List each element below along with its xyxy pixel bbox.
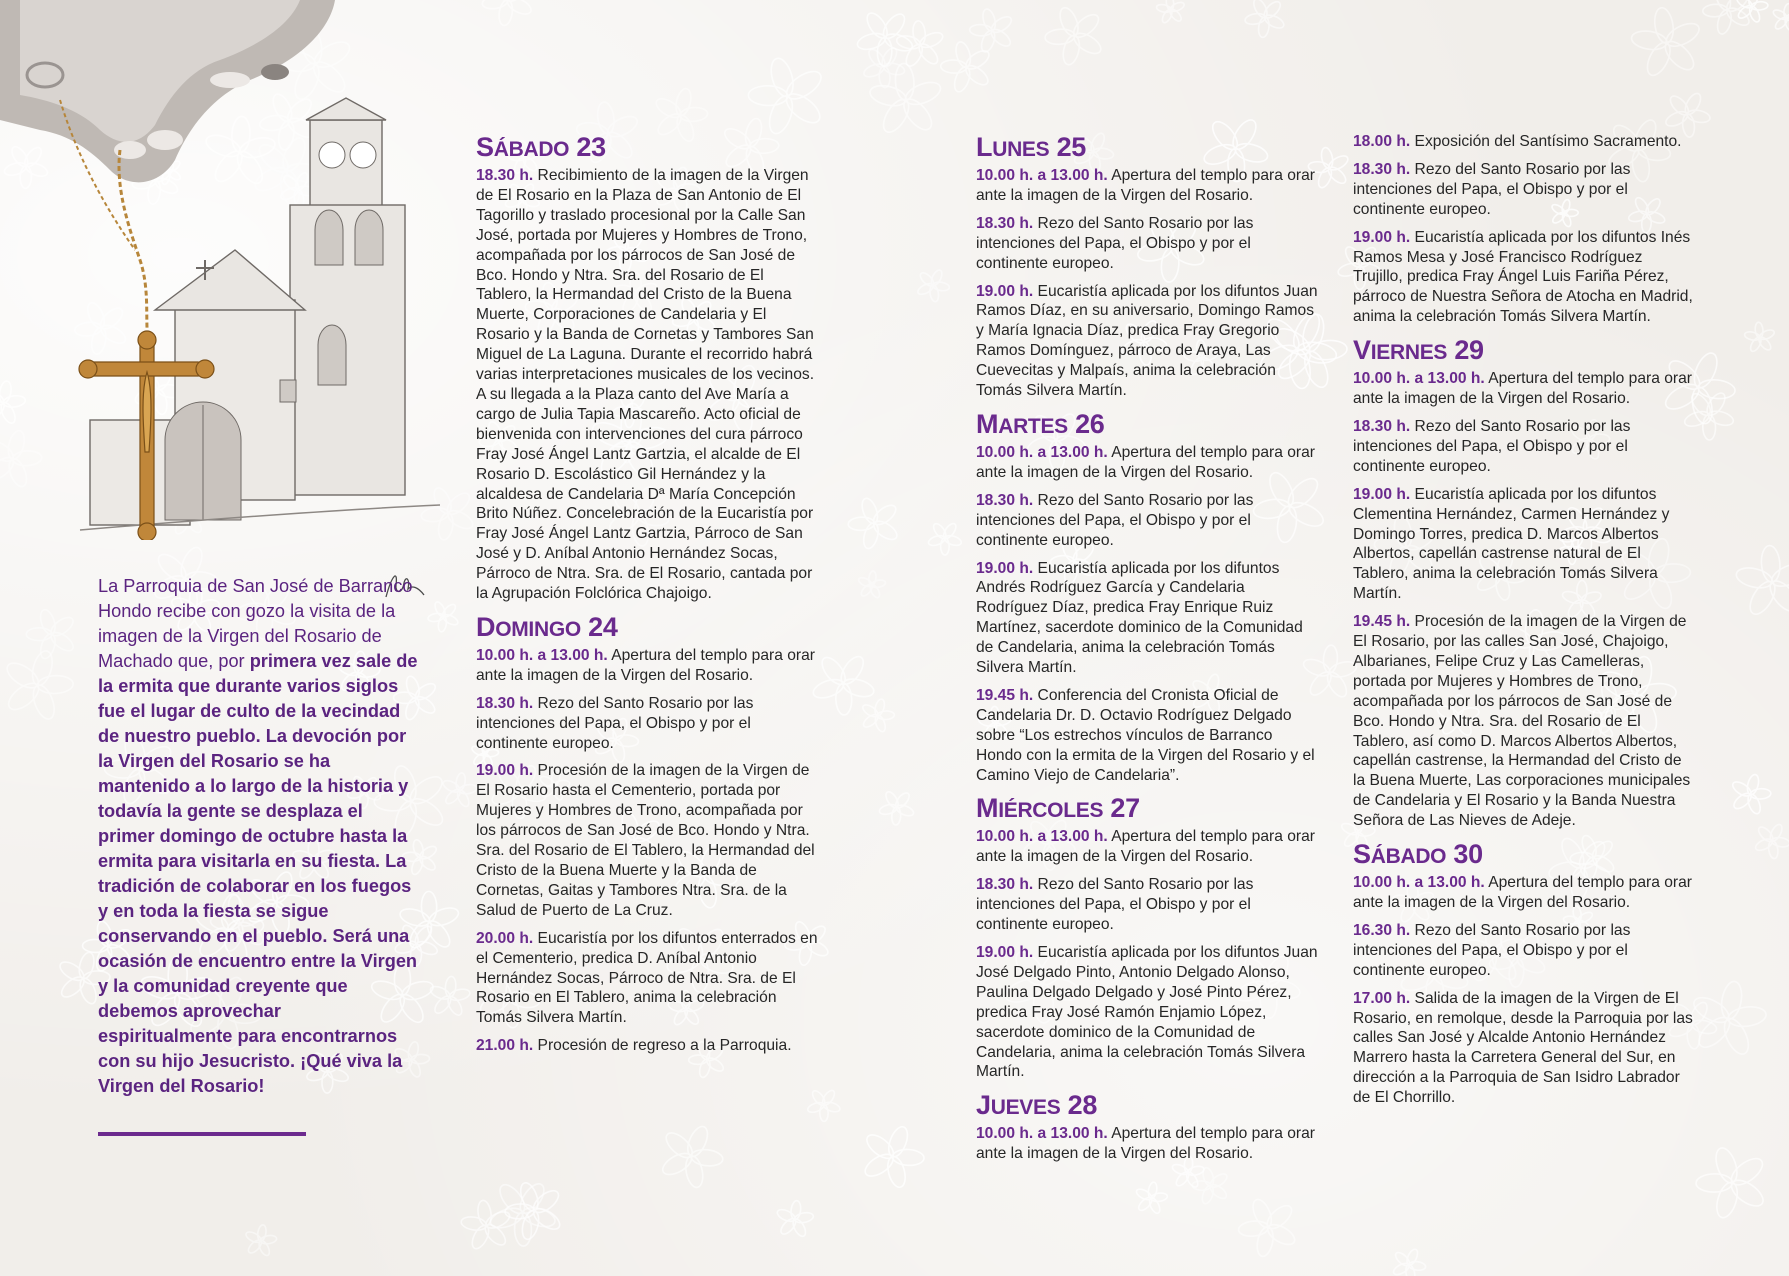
entry-time: 10.00 h. a 13.00 h.	[1353, 370, 1485, 388]
day-title-23	[476, 132, 818, 165]
entry-description: Eucaristía aplicada por los difuntos Juan Ramos Díaz, en su aniversario, Domingo Ramos y María Ignacia Díaz, predica Fray Gregorio Ramos Domínguez, párroco de Araya, Las Cuevecitas y Malpaís, anima la celebración Tomás Silvera Martín.	[976, 282, 1318, 400]
entry-time: 18.30 h.	[476, 694, 534, 712]
entry-time: 19.00 h.	[976, 559, 1034, 577]
day-title-number: 28	[1067, 1090, 1098, 1121]
entry-description: Procesión de la imagen de la Virgen de El Rosario, por las calles San José, Chajoigo, Albarianes, Felipe Cruz y Las Camelleras, portada por Mujeres y Hombres de Trono, acompañada por los párrocos de San José de Bco. Hondo y Ntra. Sra. del Rosario de El Tablero, así como D. Marcos Albertos Albertos, capellán castrense, la Hermandad del Cristo de la Buena Muerte, Las corporaciones municipales de Candelaria y El Rosario y la Banda Nuestra Señora de Las Nieves de Adeje.	[1353, 613, 1691, 830]
entry-description: Exposición del Santísimo Sacramento.	[1410, 133, 1682, 150]
day-title-initial: S	[1353, 839, 1371, 870]
day-title-rest: UNES	[992, 138, 1050, 161]
entry-description: Eucaristía aplicada por los difuntos Inés Ramos Mesa y José Francisco Rodríguez Trujillo, predica Fray Ángel Luis Fariña Pérez, párroco de Nuestra Señora de Atocha en Madrid, anima la celebración Tomás Silvera Martín.	[1353, 228, 1693, 326]
entry-time: 19.00 h.	[476, 762, 534, 780]
day-block-24	[476, 612, 818, 1056]
entry-description: Eucaristía aplicada por los difuntos Andrés Rodríguez García y Candelaria Rodríguez Díaz, predica Fray Enrique Ruiz Martínez, sacerdote dominico de la Comunidad de Candelaria, anima la celebración Tomás Silvera Martín.	[976, 559, 1303, 677]
day-title-rest: ARTES	[998, 414, 1068, 438]
entry-description: Conferencia del Cronista Oficial de Candelaria Dr. D. Octavio Rodríguez Delgado sobre “Los estrechos vínculos de Barranco Hondo con la ermita de la Virgen del Rosario y el Camino Viejo de Candelaria”.	[976, 686, 1315, 784]
entry-description: Eucaristía por los difuntos enterrados en el Cementerio, predica D. Aníbal Antonio Hernández Socas, Párroco de Ntra. Sra. de El Rosario en El Tablero, anima la celebración Tomás Silvera Martín.	[476, 929, 818, 1027]
entry-time: 10.00 h. a 13.00 h.	[976, 167, 1108, 184]
entry-description: Apertura del templo para orar ante la imagen de la Virgen del Rosario.	[976, 828, 1315, 866]
schedule-entry	[1353, 921, 1695, 981]
schedule-entry	[476, 166, 818, 385]
schedule-entry	[1353, 873, 1695, 913]
schedule-entry	[976, 559, 1318, 678]
day-block-28	[976, 1090, 1318, 1164]
day-title-initial: V	[1353, 335, 1371, 366]
day-title-25	[976, 132, 1318, 165]
schedule-column-3	[1353, 128, 1695, 1116]
schedule-entry	[976, 166, 1318, 206]
entry-time: 18.30 h.	[1353, 160, 1411, 178]
day-title-28	[976, 1090, 1318, 1123]
day-block-25	[976, 132, 1318, 401]
schedule-entry	[1353, 369, 1695, 409]
schedule-entry	[476, 385, 818, 604]
schedule-entry	[1353, 160, 1695, 220]
intro-divider	[98, 1132, 306, 1136]
entry-description: Rezo del Santo Rosario por las intenciones del Papa, el Obispo y por el continente europeo.	[1353, 417, 1631, 475]
entry-time: 16.30 h.	[1353, 921, 1411, 939]
entry-description: Rezo del Santo Rosario por las intenciones del Papa, el Obispo y por el continente europeo.	[1353, 160, 1631, 218]
schedule-entry	[976, 686, 1318, 786]
schedule-entry	[476, 929, 818, 1029]
entry-description: Salida de la imagen de la Virgen de El Rosario, en remolque, desde la Parroquia por las calles San José y Alcalde Antonio Hernández Marrero hasta la Carretera General del Sur, en dirección a la Parroquia de San Isidro Labrador de El Chorrillo.	[1353, 989, 1693, 1107]
schedule-entry	[1353, 485, 1695, 604]
entry-time: 19.00 h.	[1353, 228, 1411, 246]
day-title-rest: OMINGO	[495, 617, 581, 641]
day-block-26	[976, 409, 1318, 786]
entry-time: 18.30 h.	[976, 214, 1034, 232]
schedule-entry	[476, 1036, 818, 1056]
entry-description: A su llegada a la Plaza canto del Ave María a cargo de Julia Tapia Mascareño. Acto oficial de bienvenida con intervenciones del cura párroco Fray José Ángel Lantz Gartzia, el alcalde de El Rosario D. Escolástico Gil Hernández y la alcaldesa de Candelaria Dª María Concepción Brito Núñez. Concelebración de la Eucaristía por Fray José Ángel Lantz Gartzia, Párroco de San José y D. Aníbal Antonio Hernández Socas, Párroco de Ntra. Sra. de El Rosario, cantada por la Agrupación Folclórica Chajoigo.	[476, 385, 814, 603]
entry-time: 19.45 h.	[1353, 613, 1411, 631]
day-block-29	[1353, 335, 1695, 831]
schedule-entry	[976, 875, 1318, 935]
entry-time: 19.00 h.	[976, 282, 1034, 300]
entry-time: 21.00 h.	[476, 1037, 534, 1055]
day-title-24	[476, 612, 818, 645]
schedule-entry	[1353, 132, 1695, 152]
schedule-entry	[476, 761, 818, 920]
schedule-entry	[976, 282, 1318, 401]
day-block-30	[1353, 839, 1695, 1108]
day-title-number: 25	[1056, 132, 1086, 162]
entry-time: 10.00 h. a 13.00 h.	[1353, 874, 1485, 892]
day-title-rest: ÁBADO	[1370, 845, 1447, 869]
entry-description: Eucaristía aplicada por los difuntos Juan José Delgado Pinto, Antonio Delgado Alonso, Paulina Delgado Delgado y José Pinto Pérez, predica Fray José Ramón Enjamio López, sacerdote dominico de la Comunidad de Candelaria, anima la celebración Tomás Silvera Martín.	[976, 944, 1318, 1081]
schedule-entry	[976, 943, 1318, 1082]
entry-description: Rezo del Santo Rosario por las intenciones del Papa, el Obispo y por el continente europeo.	[1353, 921, 1631, 979]
schedule-entry	[1353, 612, 1695, 831]
day-title-29	[1353, 335, 1695, 368]
schedule-entry	[976, 443, 1318, 483]
day-title-number: 24	[588, 611, 618, 642]
entry-description: Rezo del Santo Rosario por las intenciones del Papa, el Obispo y por el continente europeo.	[976, 876, 1254, 934]
day-title-27	[976, 793, 1318, 826]
day-title-26	[976, 409, 1318, 442]
day-title-initial: J	[976, 1090, 991, 1121]
schedule-entry	[476, 646, 818, 686]
entry-description: Apertura del templo para orar ante la imagen de la Virgen del Rosario.	[476, 646, 815, 684]
day-title-initial: M	[976, 793, 999, 824]
day-title-initial: D	[476, 611, 496, 642]
entry-description: Apertura del templo para orar ante la imagen de la Virgen del Rosario.	[1353, 370, 1692, 408]
schedule-entry	[976, 491, 1318, 551]
entry-time: 10.00 h. a 13.00 h.	[976, 1125, 1108, 1143]
entry-time: 17.00 h.	[1353, 989, 1411, 1007]
entry-description: Apertura del templo para orar ante la imagen de la Virgen del Rosario.	[976, 1125, 1315, 1163]
day-title-30	[1353, 839, 1695, 872]
day-title-number: 23	[576, 132, 606, 162]
church-and-rosary-illustration	[0, 0, 460, 540]
schedule-entry	[1353, 417, 1695, 477]
entry-description: Rezo del Santo Rosario por las intenciones del Papa, el Obispo y por el continente europeo.	[976, 491, 1254, 549]
day-block-23	[476, 132, 818, 604]
intro-text-part2: primera vez sale de la ermita que durante varios siglos fue el lugar de culto de la vecindad de nuestro pueblo. La devoción por la Virgen del Rosario se ha mantenido a lo largo de la historia y todavía la gente se desplaza el primer domingo de octubre hasta la ermita para visitarla en su fiesta. La tradición de colaborar en los fuegos y en toda la fiesta se sigue conservando en el pueblo. Será una ocasión de encuentro entre la Virgen y la comunidad creyente que debemos aprovechar espiritualmente para encontrarnos con su hijo Jesucristo. ¡Qué viva la Virgen del Rosario!	[98, 651, 418, 1096]
entry-time: 19.00 h.	[976, 944, 1034, 961]
entry-time: 10.00 h. a 13.00 h.	[476, 646, 608, 664]
entry-time: 18.30 h.	[1353, 417, 1411, 435]
entry-time: 19.00 h.	[1353, 485, 1411, 503]
entry-time: 18.30 h.	[976, 876, 1034, 894]
entry-time: 18.30 h.	[476, 167, 534, 184]
entry-description: Rezo del Santo Rosario por las intenciones del Papa, el Obispo y por el continente europeo.	[476, 694, 754, 752]
day-title-initial: M	[976, 408, 999, 439]
entry-description: Eucaristía aplicada por los difuntos Clementina Hernández, Carmen Hernández y Domingo Torres, predica D. Marcos Albertos Albertos, capellán castrense natural de El Tablero, anima la celebración Tomás Silvera Martín.	[1353, 485, 1670, 603]
intro-text-part1: La Parroquia de San José de Barranco Hondo recibe con gozo la visita de la imagen de la Virgen del Rosario de Machado que, por	[98, 576, 413, 671]
entry-description: Apertura del templo para orar ante la imagen de la Virgen del Rosario.	[1353, 874, 1692, 911]
schedule-column-1	[476, 128, 818, 1064]
schedule-entry	[976, 827, 1318, 867]
entry-description: Procesión de la imagen de la Virgen de El Rosario hasta el Cementerio, portada por Mujeres y Hombres de Trono, acompañada por los párrocos de San José de Bco. Hondo y Ntra. Sra. del Rosario de El Tablero, la Hermandad del Cristo de la Buena Muerte y la Banda de Cornetas, Gaitas y Tambores Ntra. Sra. de la Salud de Puerto de La Cruz.	[476, 762, 815, 919]
entry-time: 19.45 h.	[976, 686, 1034, 704]
entry-description: Apertura del templo para orar ante la imagen de la Virgen del Rosario.	[976, 167, 1315, 204]
schedule-entry	[476, 694, 818, 754]
schedule-column-2	[976, 128, 1318, 1172]
schedule-entry	[976, 214, 1318, 274]
day-title-initial: S	[476, 132, 494, 162]
entry-time: 10.00 h. a 13.00 h.	[976, 828, 1108, 846]
schedule-entry	[1353, 989, 1695, 1108]
day-title-rest: ÁBADO	[493, 138, 570, 161]
schedule-entry	[976, 1124, 1318, 1164]
day-title-rest: IÉRCOLES	[998, 799, 1104, 823]
day-title-number: 26	[1075, 408, 1105, 439]
day-title-rest: UEVES	[990, 1096, 1061, 1120]
entry-time: 10.00 h. a 13.00 h.	[976, 443, 1108, 461]
day-title-number: 29	[1454, 335, 1484, 366]
day-title-initial: L	[976, 132, 993, 162]
day-title-number: 30	[1453, 839, 1483, 870]
entry-description: Rezo del Santo Rosario por las intenciones del Papa, el Obispo y por el continente europeo.	[976, 214, 1254, 272]
entry-description: Procesión de regreso a la Parroquia.	[533, 1037, 792, 1055]
day-block-28	[1353, 132, 1695, 327]
entry-description: Apertura del templo para orar ante la imagen de la Virgen del Rosario.	[976, 443, 1315, 481]
entry-time: 18.00 h.	[1353, 133, 1411, 150]
day-title-number: 27	[1110, 793, 1140, 824]
day-block-27	[976, 793, 1318, 1082]
entry-description: Recibimiento de la imagen de la Virgen de El Rosario en la Plaza de San Antonio de El Tagorillo y traslado procesional por la Calle San José, portada por Mujeres y Hombres de Trono, acompañada por los párrocos de San José de Bco. Hondo y Ntra. Sra. del Rosario de El Tablero, la Hermandad del Cristo de la Buena Muerte, Corporaciones de Candelaria y El Rosario y la Banda de Cornetas y Tambores San Miguel de La Laguna. Durante el recorrido habrá varias interpretaciones musicales de los vecinos.	[476, 167, 815, 384]
intro-text	[98, 574, 420, 1099]
entry-time: 18.30 h.	[976, 491, 1034, 509]
schedule-entry	[1353, 228, 1695, 328]
entry-time: 20.00 h.	[476, 929, 534, 947]
day-title-rest: IERNES	[1370, 341, 1448, 365]
